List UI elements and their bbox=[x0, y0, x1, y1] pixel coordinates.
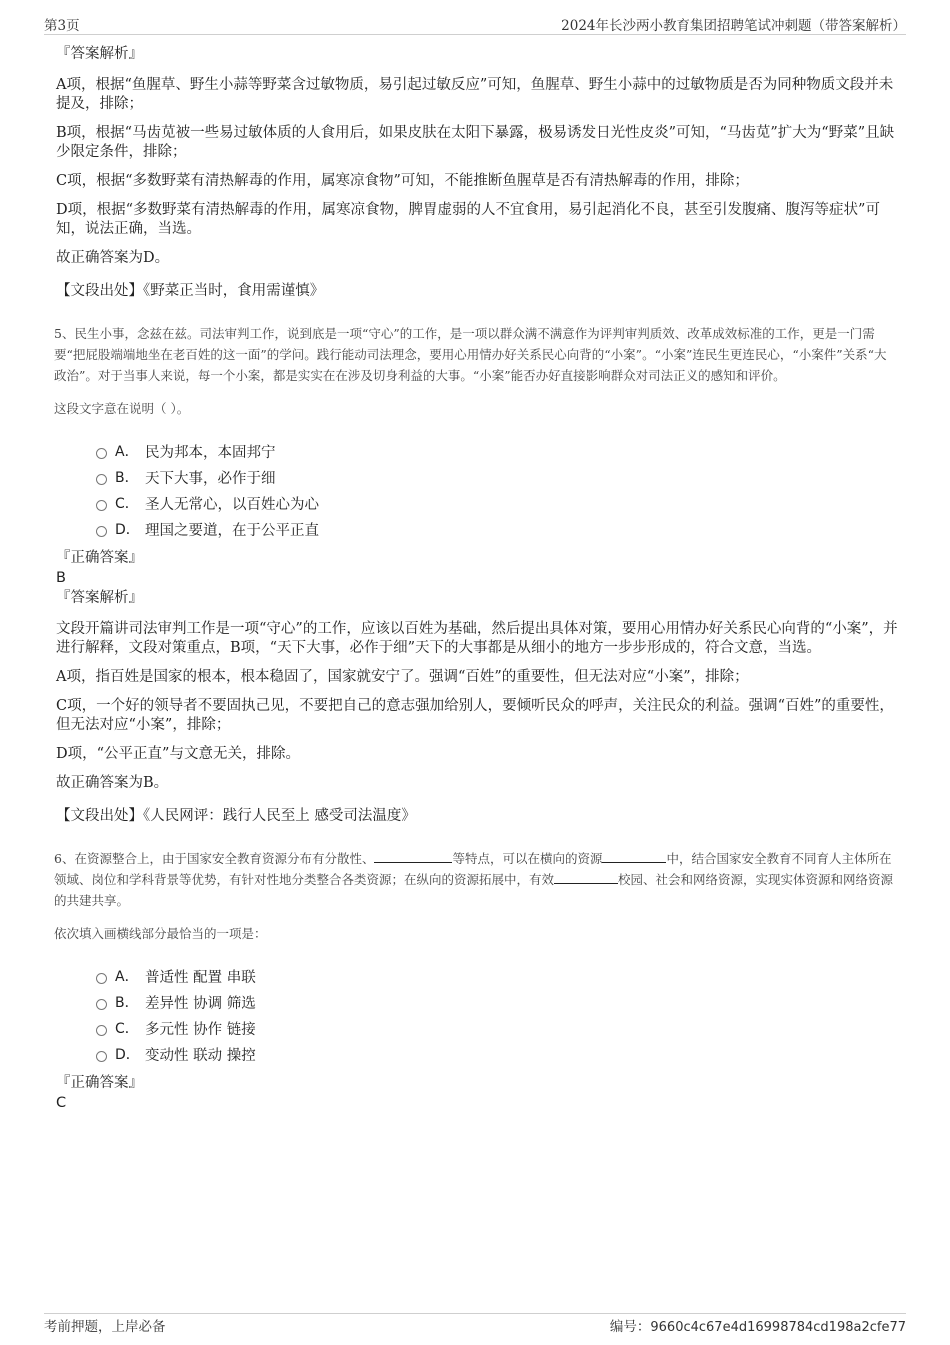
option-letter: A． bbox=[115, 969, 139, 985]
code-value: 9660c4c67e4d16998784cd198a2cfe77 bbox=[650, 1320, 906, 1335]
question-5-options bbox=[96, 438, 898, 542]
option-letter: A． bbox=[115, 444, 139, 460]
stem-text: 等特点，可以在横向的资源 bbox=[452, 851, 603, 866]
code-label: 编号： bbox=[609, 1319, 651, 1335]
analysis-paragraph: A项，指百姓是国家的根本，根本稳固了，国家就安宁了。强调“百姓”的重要性，但无法对应“小案”，排除； bbox=[56, 669, 749, 685]
page-number: 第3页 bbox=[44, 18, 80, 34]
radio-icon[interactable] bbox=[96, 1025, 107, 1036]
analysis-paragraph: D项，“公平正直”与文意无关，排除。 bbox=[56, 746, 300, 762]
analysis-paragraph: C项，根据“多数野菜有清热解毒的作用，属寒凉食物”可知，不能推断鱼腥草是否有清热解毒的作用，排除； bbox=[56, 173, 749, 189]
option-letter: C． bbox=[115, 496, 139, 512]
analysis-label: 『答案解析』 bbox=[56, 46, 143, 62]
analysis-paragraph: D项，根据“多数野菜有清热解毒的作用，属寒凉食物，脾胃虚弱的人不宜食用，易引起消化不良，甚至引发腹痛、腹泻等症状”可知，说法正确，当选。 bbox=[56, 202, 880, 237]
page-content bbox=[52, 44, 898, 1113]
option-text: 普适性 配置 串联 bbox=[145, 969, 256, 986]
option-letter: D． bbox=[115, 1047, 140, 1063]
option-text: 理国之要道，在于公平正直 bbox=[145, 522, 319, 539]
analysis-paragraph: A项，根据“鱼腥草、野生小蒜等野菜含过敏物质，易引起过敏反应”可知，鱼腥草、野生小蒜中的过敏物质是否为同种物质文段并未提及，排除； bbox=[56, 77, 894, 112]
option-text: 变动性 联动 操控 bbox=[145, 1047, 256, 1064]
option-a[interactable] bbox=[96, 963, 898, 989]
radio-icon[interactable] bbox=[96, 999, 107, 1010]
analysis-paragraph: C项，一个好的领导者不要固执己见，不要把自己的意志强加给别人，要倾听民众的呼声，关注民众的利益。强调“百姓”的重要性，但无法对应“小案”，排除； bbox=[56, 698, 894, 733]
stem-text: 6、在资源整合上，由于国家安全教育资源分布有分散性、 bbox=[54, 851, 375, 866]
option-letter: B． bbox=[115, 995, 139, 1011]
option-text: 民为邦本，本固邦宁 bbox=[145, 444, 276, 461]
footer-slogan: 考前押题，上岸必备 bbox=[44, 1319, 166, 1335]
radio-icon[interactable] bbox=[96, 474, 107, 485]
correct-answer-label: 『正确答案』 bbox=[56, 1075, 143, 1091]
passage-source: 【文段出处】《野菜正当时，食用需谨慎》 bbox=[56, 283, 325, 299]
fill-blank-3 bbox=[554, 871, 618, 884]
option-b[interactable] bbox=[96, 989, 898, 1015]
stem-text: 校园、社会和网络资源，实现实体资源和网络资源的共建共享。 bbox=[54, 872, 894, 908]
option-text: 天下大事，必作于细 bbox=[145, 470, 276, 487]
page-footer bbox=[44, 1313, 906, 1336]
option-text: 圣人无常心，以百姓心为心 bbox=[145, 496, 319, 513]
radio-icon[interactable] bbox=[96, 1051, 107, 1062]
correct-answer: C bbox=[56, 1095, 67, 1111]
question-6-prompt: 依次填入画横线部分最恰当的一项是： bbox=[54, 926, 267, 941]
radio-icon[interactable] bbox=[96, 973, 107, 984]
stem-text: 中，结合国家安全教育不同育人主体所在领域、岗位和学科背景等优势，有针对性地分类整合各类资源；在纵向的资源拓展中，有效 bbox=[54, 851, 892, 887]
fill-blank-2 bbox=[602, 850, 666, 863]
correct-answer: B bbox=[56, 570, 66, 586]
question-6-stem bbox=[54, 848, 898, 911]
analysis-conclusion: 故正确答案为B。 bbox=[56, 775, 169, 791]
option-letter: B． bbox=[115, 470, 139, 486]
radio-icon[interactable] bbox=[96, 448, 107, 459]
option-letter: D． bbox=[115, 522, 140, 538]
analysis-conclusion: 故正确答案为D。 bbox=[56, 250, 170, 266]
option-a[interactable] bbox=[96, 438, 898, 464]
question-5-prompt: 这段文字意在说明（ ）。 bbox=[54, 401, 190, 416]
option-letter: C． bbox=[115, 1021, 139, 1037]
analysis-label: 『答案解析』 bbox=[56, 590, 143, 606]
analysis-paragraph: 文段开篇讲司法审判工作是一项“守心”的工作，应该以百姓为基础，然后提出具体对策，要用心用情办好关系民心向背的“小案”，并进行解释，文段对策重点，B项，“天下大事，必作于细”天下的大事都是从细小的地方一步步形成的，符合文意，当选。 bbox=[56, 621, 898, 656]
option-d[interactable] bbox=[96, 516, 898, 542]
option-b[interactable] bbox=[96, 464, 898, 490]
document-code bbox=[610, 1315, 906, 1335]
radio-icon[interactable] bbox=[96, 526, 107, 537]
page-header bbox=[44, 12, 906, 35]
document-title: 2024年长沙两小教育集团招聘笔试冲刺题（带答案解析） bbox=[561, 18, 906, 34]
question-6-options bbox=[96, 963, 898, 1067]
fill-blank-1 bbox=[374, 850, 452, 863]
option-c[interactable] bbox=[96, 490, 898, 516]
question-5-stem: 5、民生小事，念兹在兹。司法审判工作，说到底是一项“守心”的工作，是一项以群众满不满意作为评判审判质效、改革成效标准的工作，更是一门需要“把屁股端端地坐在老百姓的这一面”的学问。践行能动司法理念，要用心用情办好关系民心向背的“小案”。“小案”连民生更连民心，“小案件”关系“大政治”。对于当事人来说，每一个小案，都是实实在在涉及切身利益的大事。“小案”能否办好直接影响群众对司法正义的感知和评价。 bbox=[54, 326, 887, 383]
passage-source: 【文段出处】《人民网评：践行人民至上 感受司法温度》 bbox=[56, 808, 416, 824]
correct-answer-label: 『正确答案』 bbox=[56, 550, 143, 566]
option-c[interactable] bbox=[96, 1015, 898, 1041]
option-d[interactable] bbox=[96, 1041, 898, 1067]
option-text: 差异性 协调 筛选 bbox=[145, 995, 256, 1012]
analysis-paragraph: B项，根据“马齿苋被一些易过敏体质的人食用后，如果皮肤在太阳下暴露，极易诱发日光性皮炎”可知，“马齿苋”扩大为“野菜”且缺少限定条件，排除； bbox=[56, 125, 895, 160]
radio-icon[interactable] bbox=[96, 500, 107, 511]
option-text: 多元性 协作 链接 bbox=[145, 1021, 256, 1038]
